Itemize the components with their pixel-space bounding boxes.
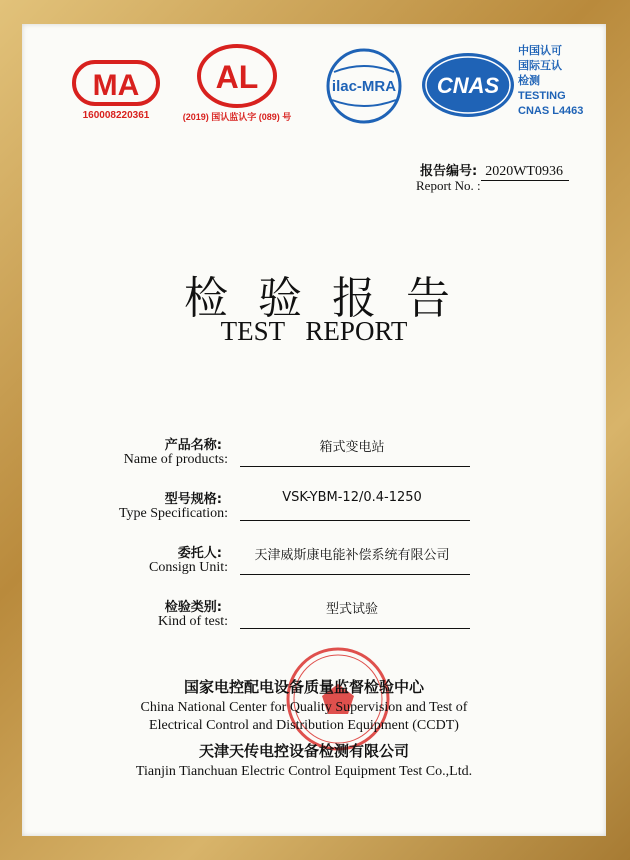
report-no-label-en: Report No. : <box>416 178 481 193</box>
issuer-center-en-2: Electrical Control and Distribution Equipment (CCDT) <box>149 718 459 733</box>
cnas-line-3: 检测 <box>518 75 540 87</box>
cal-mark-icon <box>172 42 302 110</box>
field-value-type: VSK-YBM-12/0.4-1250 <box>282 490 422 505</box>
cma-logo <box>68 58 164 126</box>
field-underline-consign <box>240 574 470 575</box>
field-underline-product <box>240 466 470 467</box>
svg-text:CNAS: CNAS <box>436 73 500 98</box>
issuer-company-en: Tianjin Tianchuan Electric Control Equipment Test Co.,Ltd. <box>135 764 473 779</box>
field-label-cn-kind: 检验类别: <box>164 600 222 615</box>
title-en: TEST REPORT <box>220 316 408 346</box>
field-label-cn-consign: 委托人: <box>177 546 222 561</box>
cal-logo <box>172 42 302 126</box>
cal-number: (2019) 国认监认字 (089) 号 <box>182 112 292 122</box>
cnas-logo <box>420 44 606 128</box>
ilac-mra-logo <box>314 46 414 126</box>
issuer-center-en-1: China National Center for Quality Supervision and Test of <box>140 700 468 715</box>
field-value-kind: 型式试验 <box>325 602 378 617</box>
field-underline-type <box>240 520 470 521</box>
cnas-mark-icon <box>420 50 516 120</box>
cnas-text-block <box>518 44 583 119</box>
report-no-value: 2020WT0936 <box>481 164 569 181</box>
svg-text:AL: AL <box>215 59 259 95</box>
issuer-center-cn: 国家电控配电设备质量监督检验中心 <box>183 678 424 696</box>
report-no-label-cn: 报告编号: <box>420 164 478 179</box>
report-number-block <box>420 160 600 180</box>
ilac-mra-mark-icon <box>314 46 414 126</box>
title-cn: 检验报告 <box>184 273 480 324</box>
certificate-page <box>22 24 606 836</box>
cnas-line-4: TESTING <box>518 90 566 102</box>
field-label-cn-product: 产品名称: <box>164 438 222 453</box>
field-value-product: 箱式变电站 <box>319 440 385 455</box>
svg-text:MA: MA <box>92 69 140 102</box>
field-label-cn-type: 型号规格: <box>164 492 222 507</box>
cnas-line-5: CNAS L4463 <box>518 105 584 117</box>
field-label-en-consign: Consign Unit: <box>149 560 228 575</box>
issuer-company-cn: 天津天传电控设备检测有限公司 <box>198 742 409 760</box>
field-label-en-type: Type Specification: <box>118 506 228 521</box>
cma-number: 160008220361 <box>82 110 150 121</box>
red-seal-stamp <box>278 644 398 754</box>
cma-mark-icon <box>68 58 164 110</box>
cnas-line-2: 国际互认 <box>518 60 562 72</box>
field-underline-kind <box>240 628 470 629</box>
svg-text:ilac-MRA: ilac-MRA <box>331 78 397 95</box>
field-label-en-product: Name of products: <box>123 452 228 467</box>
cnas-line-1: 中国认可 <box>518 45 562 57</box>
field-value-consign: 天津威斯康电能补偿系统有限公司 <box>254 548 450 563</box>
field-label-en-kind: Kind of test: <box>158 614 228 629</box>
